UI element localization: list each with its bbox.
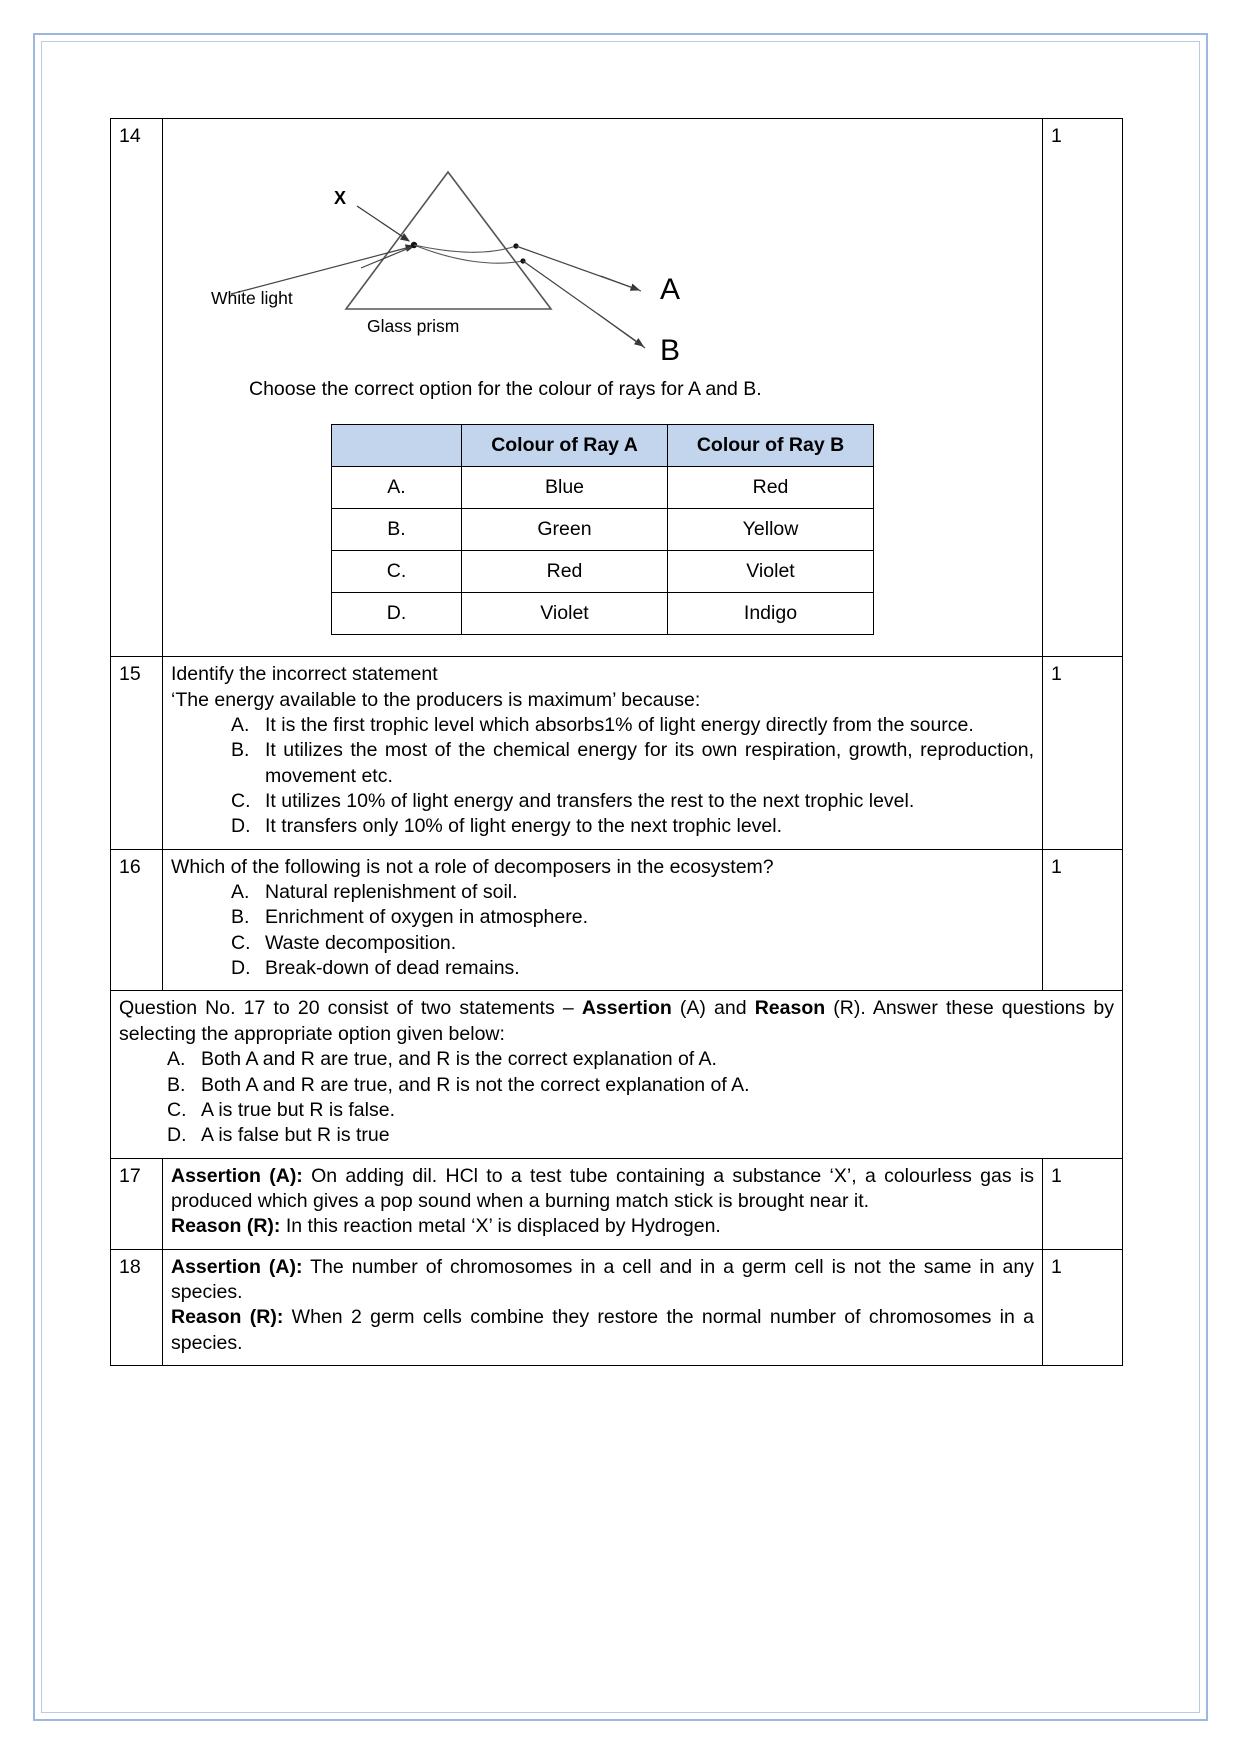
option-ray-a-colour: Blue (462, 467, 668, 509)
question-number-15: 15 (111, 657, 163, 849)
question-14-prompt: Choose the correct option for the colour of rays for A and B. (249, 378, 762, 400)
assertion-reason-instructions (111, 991, 1123, 1158)
option-label: C. (167, 1098, 187, 1121)
question-18-assertion (171, 1255, 1034, 1306)
list-item[interactable] (231, 713, 1034, 738)
instructions-part1: Question No. 17 to 20 consist of two statements – (119, 997, 582, 1020)
option-ray-b-colour: Violet (668, 551, 874, 593)
list-item[interactable] (231, 956, 1034, 981)
emergent-ray-b-tail (598, 314, 645, 348)
emergent-ray-a-tail (601, 276, 641, 291)
figure-label-x: X (334, 188, 347, 208)
option-label: B. (231, 906, 250, 929)
option-ray-a-colour: Green (462, 509, 668, 551)
question-17-assertion (171, 1164, 1034, 1215)
table-row (111, 1158, 1123, 1249)
option-label: B. (231, 739, 250, 762)
marks-17: 1 (1043, 1158, 1123, 1249)
marks-18: 1 (1043, 1249, 1123, 1365)
option-label: A. (332, 467, 462, 509)
option-label: A. (231, 714, 250, 737)
marks-15: 1 (1043, 657, 1123, 849)
option-text: Both A and R are true, and R is not the correct explanation of A. (201, 1073, 750, 1096)
option-label: D. (167, 1124, 187, 1147)
prism-triangle (346, 172, 551, 309)
option-text: It utilizes the most of the chemical energy for its own respiration, growth, reproduction, movement etc. (265, 739, 1034, 787)
option-ray-b-colour: Red (668, 467, 874, 509)
question-number-18: 18 (111, 1249, 163, 1365)
question-15-line1: Identify the incorrect statement (171, 663, 438, 686)
incident-ray (231, 246, 414, 294)
option-label: D. (231, 957, 251, 980)
assertion-instructions-intro (119, 996, 1114, 1047)
table-row (111, 849, 1123, 991)
colour-table-header-row (332, 425, 874, 467)
figure-label-glass-prism: Glass prism (367, 316, 460, 336)
reason-label: Reason (R): (171, 1306, 284, 1329)
list-item[interactable] (231, 789, 1034, 814)
question-16-options (171, 880, 1034, 981)
option-text: It utilizes 10% of light energy and transfers the rest to the next trophic level. (265, 790, 915, 813)
instructions-bold-assertion: Assertion (581, 997, 672, 1020)
instructions-part2: (A) and (671, 997, 755, 1020)
option-ray-a-colour: Red (462, 551, 668, 593)
option-text: It transfers only 10% of light energy to the next trophic level. (265, 815, 783, 838)
table-row (111, 119, 1123, 657)
table-row[interactable] (332, 509, 874, 551)
assertion-text: On adding dil. HCl to a test tube containing a substance ‘X’, a colourless gas is produced which gives a pop sound when a burning match stick is brought near it. (171, 1164, 1034, 1212)
question-15-line2: ‘The energy available to the producers is maximum’ because: (171, 688, 701, 711)
assertion-label: Assertion (A): (171, 1255, 303, 1278)
colour-options-table-wrap (171, 424, 1034, 635)
option-text: Natural replenishment of soil. (265, 881, 518, 904)
list-item[interactable] (231, 814, 1034, 839)
option-label: D. (231, 815, 251, 838)
list-item[interactable] (167, 1073, 1114, 1098)
question-sheet (110, 118, 1122, 1366)
assertion-instruction-options (119, 1047, 1114, 1148)
question-body-15 (163, 657, 1043, 849)
option-ray-b-colour: Indigo (668, 593, 874, 635)
option-text: A is false but R is true (201, 1124, 390, 1147)
colour-table-header-ray-a: Colour of Ray A (462, 425, 668, 467)
option-label: C. (231, 931, 251, 954)
list-item[interactable] (231, 931, 1034, 956)
prism-diagram-svg (171, 124, 811, 369)
table-row (111, 1249, 1123, 1365)
option-text: Enrichment of oxygen in atmosphere. (265, 906, 589, 929)
figure-label-ray-b: B (660, 334, 681, 367)
question-15-options (171, 713, 1034, 840)
assertion-text: The number of chromosomes in a cell and in a germ cell is not the same in any species. (171, 1255, 1034, 1303)
question-body-17 (163, 1158, 1043, 1249)
option-label: D. (332, 593, 462, 635)
option-text: A is true but R is false. (201, 1098, 396, 1121)
option-label: C. (332, 551, 462, 593)
list-item[interactable] (167, 1047, 1114, 1072)
option-text: It is the first trophic level which absorbs1% of light energy directly from the source. (265, 714, 974, 737)
option-label: B. (332, 509, 462, 551)
colour-table-header-ray-b: Colour of Ray B (668, 425, 874, 467)
figure-label-white-light: White light (211, 288, 293, 308)
prism-dispersion-figure (171, 124, 1034, 369)
question-18-reason (171, 1305, 1034, 1356)
list-item[interactable] (231, 905, 1034, 930)
list-item[interactable] (167, 1123, 1114, 1148)
reason-text: In this reaction metal ‘X’ is displaced by Hydrogen. (280, 1215, 721, 1238)
questions-table (110, 118, 1123, 1366)
marks-16: 1 (1043, 849, 1123, 991)
question-number-17: 17 (111, 1158, 163, 1249)
figure-label-ray-a: A (660, 273, 681, 306)
question-number-14: 14 (111, 119, 163, 657)
option-ray-b-colour: Yellow (668, 509, 874, 551)
instructions-part3: (R). Answer these questions by selecting the appropriate option given below: (119, 997, 1114, 1045)
option-label: A. (167, 1048, 186, 1071)
question-body-14 (163, 119, 1043, 657)
table-row[interactable] (332, 551, 874, 593)
table-row (111, 991, 1123, 1158)
option-label: B. (167, 1073, 186, 1096)
question-17-reason (171, 1214, 1034, 1239)
option-text: Waste decomposition. (265, 931, 457, 954)
colour-options-table (331, 424, 874, 635)
list-item[interactable] (167, 1098, 1114, 1123)
table-row[interactable] (332, 593, 874, 635)
marks-14: 1 (1043, 119, 1123, 657)
table-row[interactable] (332, 467, 874, 509)
question-number-16: 16 (111, 849, 163, 991)
question-body-16 (163, 849, 1043, 991)
list-item[interactable] (231, 880, 1034, 905)
colour-table-header-blank (332, 425, 462, 467)
reason-label: Reason (R): (171, 1215, 281, 1238)
option-label: C. (231, 790, 251, 813)
question-16-line1: Which of the following is not a role of decomposers in the ecosystem? (171, 855, 774, 878)
instructions-bold-reason: Reason (754, 997, 826, 1020)
option-text: Break-down of dead remains. (265, 957, 520, 980)
list-item[interactable] (231, 738, 1034, 789)
question-body-18 (163, 1249, 1043, 1365)
option-text: Both A and R are true, and R is the correct explanation of A. (201, 1048, 717, 1071)
option-label: A. (231, 881, 250, 904)
assertion-label: Assertion (A): (171, 1164, 303, 1187)
table-row (111, 657, 1123, 849)
x-pointer-line (357, 206, 409, 241)
reason-text: When 2 germ cells combine they restore the normal number of chromosomes in a species. (171, 1306, 1034, 1354)
incident-ray-tail (361, 246, 414, 268)
option-ray-a-colour: Violet (462, 593, 668, 635)
